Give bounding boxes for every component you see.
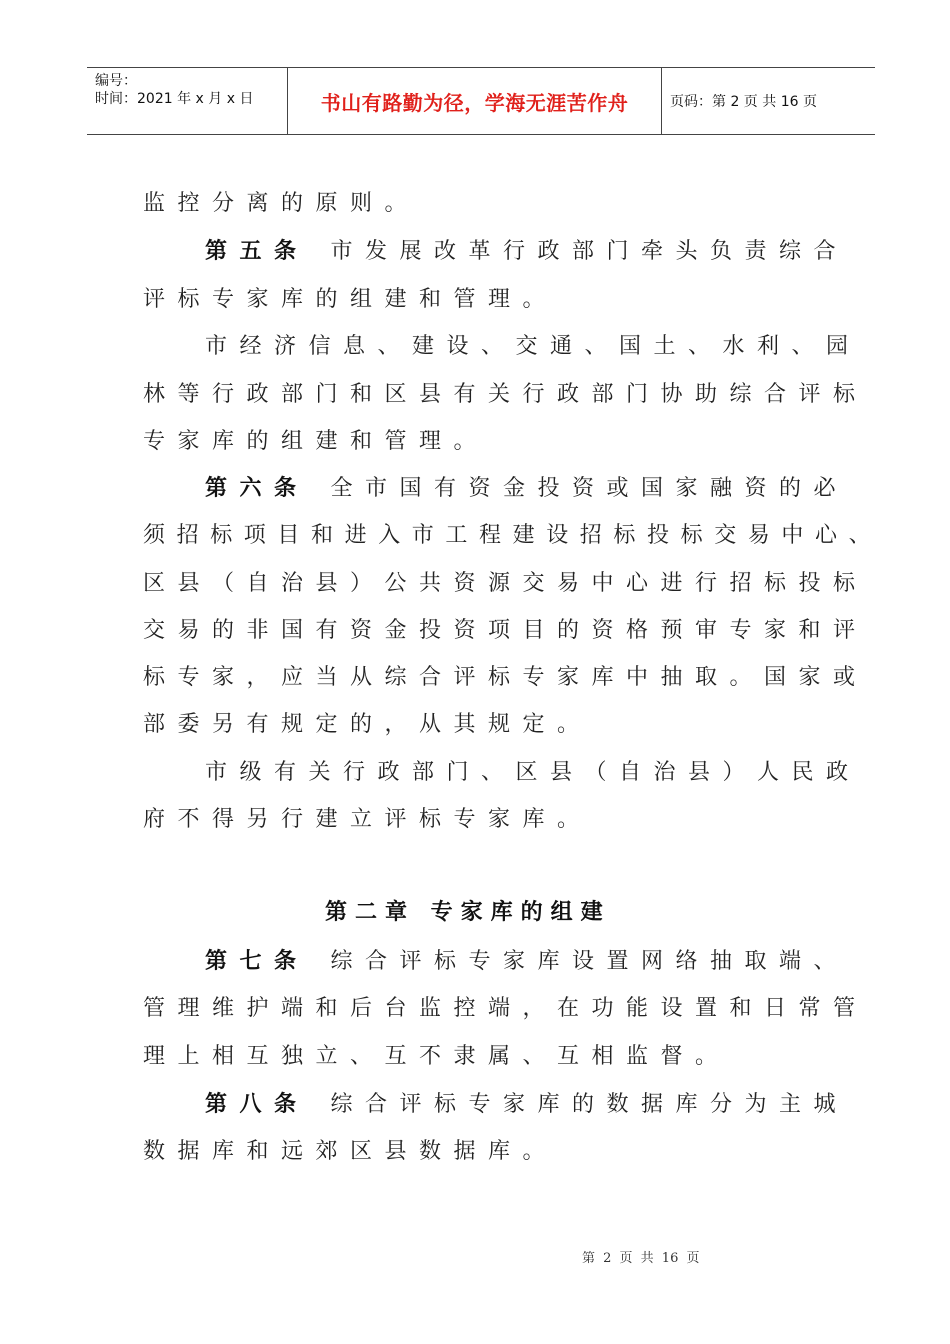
- body-line: 须招标项目和进入市工程建设招标投标交易中心、: [143, 523, 883, 548]
- body-line: 市经济信息、建设、交通、国土、水利、园: [205, 334, 861, 359]
- body-line: 林等行政部门和区县有关行政部门协助综合评标: [143, 382, 868, 407]
- header-meta-cell: [87, 68, 288, 134]
- body-line: 府不得另行建立评标专家库。: [143, 807, 592, 832]
- article-text: 全市国有资金投资或国家融资的必: [330, 476, 849, 501]
- page-footer: 第 2 页 共 16 页: [582, 1251, 700, 1266]
- body-line: 交易的非国有资金投资项目的资格预审专家和评: [143, 618, 868, 643]
- article-title: 第六条: [205, 476, 309, 501]
- article-title: 第五条: [205, 239, 309, 264]
- article-text: 市发展改革行政部门牵头负责综合: [330, 239, 849, 264]
- body-line: 市级有关行政部门、区县（自治县）人民政: [205, 760, 861, 785]
- doc-time-label: 时间：2021 年 x 月 x 日: [95, 91, 254, 107]
- header-motto: 书山有路勤为径，学海无涯苦作舟: [320, 90, 629, 115]
- body-line: 区县（自治县）公共资源交易中心进行招标投标: [143, 571, 868, 596]
- body-line: 部委另有规定的，从其规定。: [143, 712, 592, 737]
- body-line: 理上相互独立、互不隶属、互相监督。: [143, 1044, 730, 1069]
- article-line: [205, 471, 848, 502]
- header-page-number: 页码：第 2 页 共 16 页: [670, 94, 817, 110]
- header-motto-cell: [288, 68, 662, 134]
- doc-number-label: 编号：: [95, 73, 137, 89]
- body-line: 专家库的组建和管理。: [143, 429, 489, 454]
- article-line: [205, 234, 848, 265]
- article-line: [205, 1087, 848, 1118]
- body-line: 评标专家库的组建和管理。: [143, 287, 558, 312]
- header-page-cell: [662, 68, 875, 134]
- body-line: 标专家，应当从综合评标专家库中抽取。国家或: [143, 665, 868, 690]
- article-title: 第八条: [205, 1092, 309, 1117]
- page-header: [87, 67, 875, 135]
- article-text: 综合评标专家库设置网络抽取端、: [330, 949, 849, 974]
- body-line: 监控分离的原则。: [143, 191, 420, 216]
- article-text: 综合评标专家库的数据库分为主城: [330, 1092, 849, 1117]
- article-title: 第七条: [205, 949, 309, 974]
- body-line: 管理维护端和后台监控端，在功能设置和日常管: [143, 996, 868, 1021]
- body-line: 数据库和远郊区县数据库。: [143, 1139, 558, 1164]
- article-line: [205, 944, 848, 975]
- chapter-heading: 第二章 专家库的组建: [325, 900, 611, 925]
